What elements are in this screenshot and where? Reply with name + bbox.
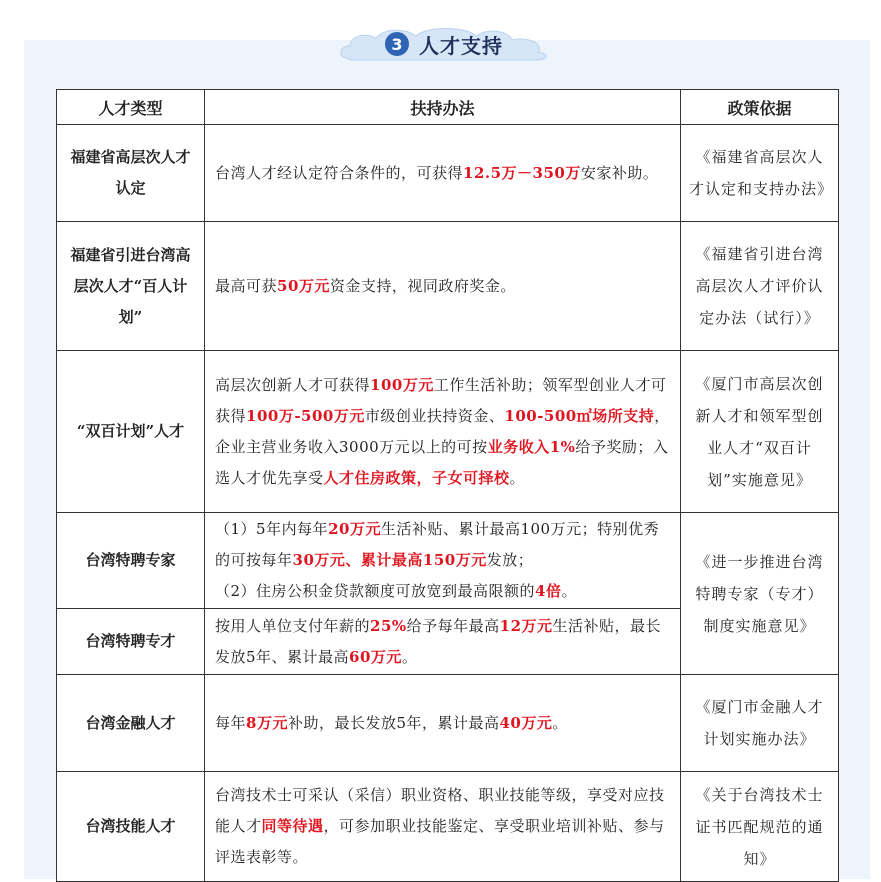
method-text: 给予奖励；入选人才优先享受 [215,437,669,487]
section-title: 人才支持 [419,33,503,58]
support-method-cell [205,125,681,222]
method-text: 。 [401,647,418,666]
talent-support-table [56,89,839,882]
highlight-text: 40万元 [499,713,553,732]
policy-basis-cell: 《福建省高层次人才认定和支持办法》 [681,125,839,222]
support-method-cell [205,513,681,609]
method-text: 资金支持，视同政府奖金。 [329,276,516,295]
method-text: 台湾人才经认定符合条件的，可获得 [215,163,464,182]
policy-basis-cell: 《厦门市金融人才计划实施办法》 [681,675,839,772]
support-method-cell [205,351,681,513]
header-talent-type: 人才类型 [57,90,205,125]
method-text: ，可参加职业技能鉴定、享受职业培训补贴、参与评选表彰等。 [215,817,665,866]
method-text: 。 [509,468,526,487]
highlight-text: 50万元 [277,276,330,295]
table-row [57,222,839,351]
support-method-cell [205,609,681,675]
method-text: 安家补助。 [580,163,659,182]
method-text: 市级创业扶持资金、 [364,406,505,425]
highlight-text: 100万-500万元 [246,406,365,425]
talent-type-cell: 台湾特聘专才 [57,609,205,675]
method-text: 工作生活补助；领军型创业人才可获得 [215,375,667,425]
talent-type-cell: “双百计划”人才 [57,351,205,513]
table-row [57,125,839,222]
policy-basis-cell: 《厦门市高层次创新人才和领军型创业人才“双百计划”实施意见》 [681,351,839,513]
method-text: 台湾技术士可采认（采信）职业资格、职业技能等级，享受对应技能人才 [215,786,665,835]
highlight-text: 30万元、累计最高150万元 [292,551,487,569]
highlight-text: 12万元 [499,616,553,635]
highlight-text: 同等待遇 [261,817,324,835]
highlight-text: 60万元 [349,647,402,666]
highlight-text: 人才住房政策，子女可择校 [323,468,510,487]
highlight-text: 25% [370,616,407,635]
method-text: 。 [552,713,568,732]
policy-basis-cell: 《关于台湾技术士证书匹配规范的通知》 [681,772,839,882]
highlight-text: 12.5万－350万 [463,163,581,182]
support-method-cell [205,675,681,772]
method-text: 给予每年最高 [406,616,500,635]
talent-type-cell: 福建省高层次人才认定 [57,125,205,222]
table-row [57,772,839,882]
highlight-text: 100万元 [370,375,434,394]
method-text: 生活补贴，最长发放5年、累计最高 [215,616,662,666]
talent-type-cell: 台湾金融人才 [57,675,205,772]
header-support-method: 扶持办法 [205,90,681,125]
method-text: 高层次创新人才可获得 [215,375,371,394]
support-method-cell [205,772,681,882]
support-method-cell [205,222,681,351]
talent-type-cell: 台湾特聘专家 [57,513,205,609]
method-text: 生活补贴、累计最高100万元；特别优秀的可按每年 [215,520,660,569]
method-text: ，企业主营业务收入3000万元以上的可按 [215,406,670,456]
method-text: 补助，最长发放5年，累计最高 [287,713,500,732]
highlight-text: 业务收入1% [487,437,576,456]
highlight-text: 4倍 [535,582,562,600]
section-number-badge: 3 [385,32,409,56]
table-row [57,351,839,513]
method-text: 。 [561,582,577,600]
section-header [336,24,552,64]
table-row [57,513,839,609]
method-text: 每年 [215,713,247,732]
policy-basis-cell: 《福建省引进台湾高层次人才评价认定办法（试行）》 [681,222,839,351]
method-text: （1）5年内每年 [215,520,329,538]
talent-type-cell: 台湾技能人才 [57,772,205,882]
table-header-row [57,90,839,125]
method-text: 发放； [486,551,534,569]
talent-type-cell: 福建省引进台湾高层次人才“百人计划” [57,222,205,351]
header-policy-basis: 政策依据 [681,90,839,125]
highlight-text: 100-500㎡场所支持 [504,406,655,425]
method-text: 按用人单位支付年薪的 [215,616,371,635]
method-text: （2）住房公积金贷款额度可放宽到最高限额的 [215,582,536,600]
table-row [57,675,839,772]
highlight-text: 20万元 [328,520,381,538]
method-text: 最高可获 [215,276,278,295]
highlight-text: 8万元 [246,713,288,732]
policy-basis-cell: 《进一步推进台湾特聘专家（专才）制度实施意见》 [681,513,839,675]
